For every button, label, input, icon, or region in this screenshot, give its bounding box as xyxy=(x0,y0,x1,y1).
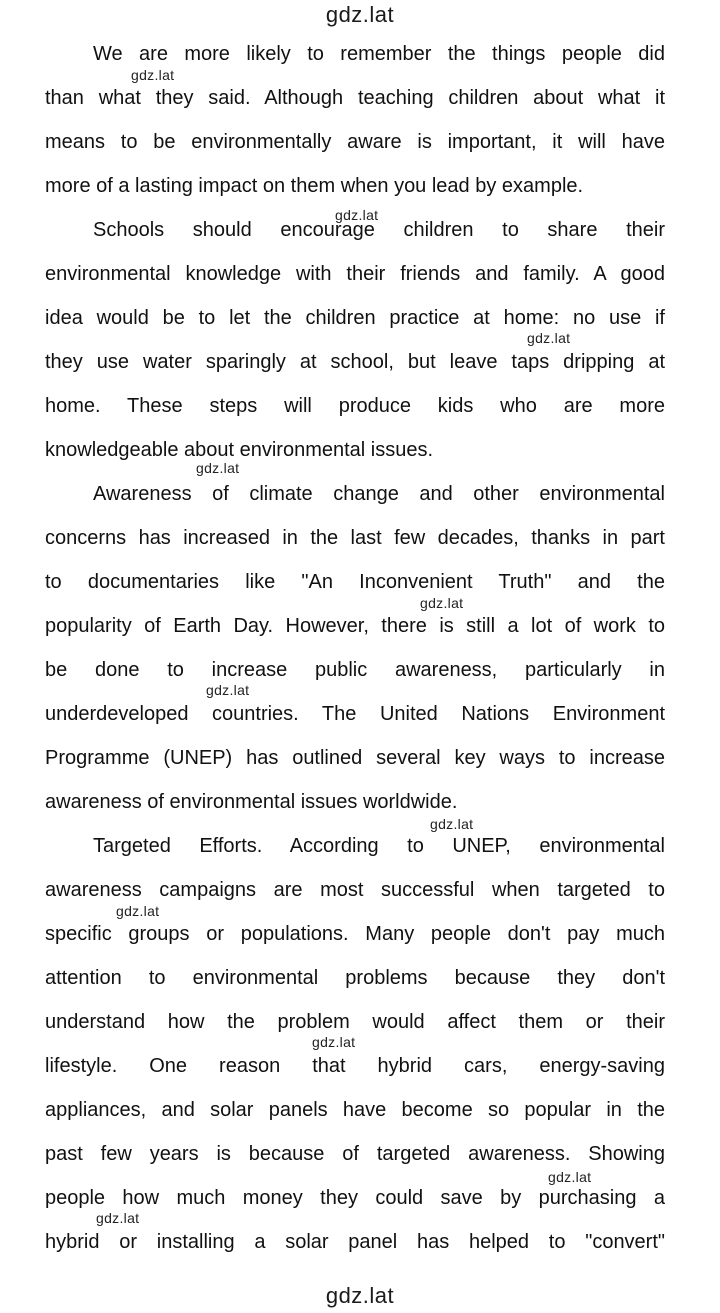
text-line: more of a lasting impact on them when you lead by example. xyxy=(45,175,584,197)
watermark-label: gdz.lat xyxy=(335,207,379,223)
text-line: Targeted Efforts. According to UNEP, environmental xyxy=(93,835,665,857)
watermark-label: gdz.lat xyxy=(312,1034,356,1050)
text-line: awareness of environmental issues worldwide. xyxy=(45,791,458,813)
watermark-label: gdz.lat xyxy=(420,595,464,611)
text-line: they use water sparingly at school, but leave taps dripping at xyxy=(45,351,665,373)
text-line: understand how the problem would affect them or their xyxy=(45,1011,665,1033)
text-line: underdeveloped countries. The United Nations Environment xyxy=(45,703,665,725)
text-line: be done to increase public awareness, particularly in xyxy=(45,659,665,681)
watermark-label: gdz.lat xyxy=(206,682,250,698)
watermark-label: gdz.lat xyxy=(430,816,474,832)
text-line: Schools should encourage children to share their xyxy=(93,219,665,241)
text-line: lifestyle. One reason that hybrid cars, energy-saving xyxy=(45,1055,665,1077)
text-line: knowledgeable about environmental issues. xyxy=(45,439,434,461)
watermark-label: gdz.lat xyxy=(116,903,160,919)
text-line: home. These steps will produce kids who are more xyxy=(45,395,665,417)
site-footer-label: gdz.lat xyxy=(325,1283,395,1308)
text-line: environmental knowledge with their friends and family. A good xyxy=(45,263,665,285)
paragraph xyxy=(45,32,665,208)
text-line: Programme (UNEP) has outlined several key ways to increase xyxy=(45,747,665,769)
text-line: to documentaries like "An Inconvenient Truth" and the xyxy=(45,571,665,593)
text-line: specific groups or populations. Many people don't pay much xyxy=(45,923,665,945)
watermark-label: gdz.lat xyxy=(131,67,175,83)
text-line: people how much money they could save by purchasing a xyxy=(45,1187,665,1209)
text-line: idea would be to let the children practice at home: no use if xyxy=(45,307,665,329)
text-line: hybrid or installing a solar panel has helped to "convert" xyxy=(45,1231,665,1253)
text-line: awareness campaigns are most successful when targeted to xyxy=(45,879,665,901)
watermark-label: gdz.lat xyxy=(96,1210,140,1226)
text-line: than what they said. Although teaching children about what it xyxy=(45,87,665,109)
text-line: concerns has increased in the last few decades, thanks in part xyxy=(45,527,665,549)
text-line: We are more likely to remember the things people did xyxy=(93,43,665,65)
text-line: means to be environmentally aware is important, it will have xyxy=(45,131,665,153)
paragraph xyxy=(45,208,665,472)
text-line: Awareness of climate change and other environmental xyxy=(93,483,665,505)
site-header-label: gdz.lat xyxy=(325,2,395,27)
text-line: past few years is because of targeted awareness. Showing xyxy=(45,1143,665,1165)
watermark-label: gdz.lat xyxy=(548,1169,592,1185)
watermark-label: gdz.lat xyxy=(196,460,240,476)
text-line: popularity of Earth Day. However, there is still a lot of work to xyxy=(45,615,665,637)
text-line: attention to environmental problems because they don't xyxy=(45,967,665,989)
text-line: appliances, and solar panels have become so popular in the xyxy=(45,1099,665,1121)
paragraph xyxy=(45,472,665,824)
watermark-label: gdz.lat xyxy=(527,330,571,346)
